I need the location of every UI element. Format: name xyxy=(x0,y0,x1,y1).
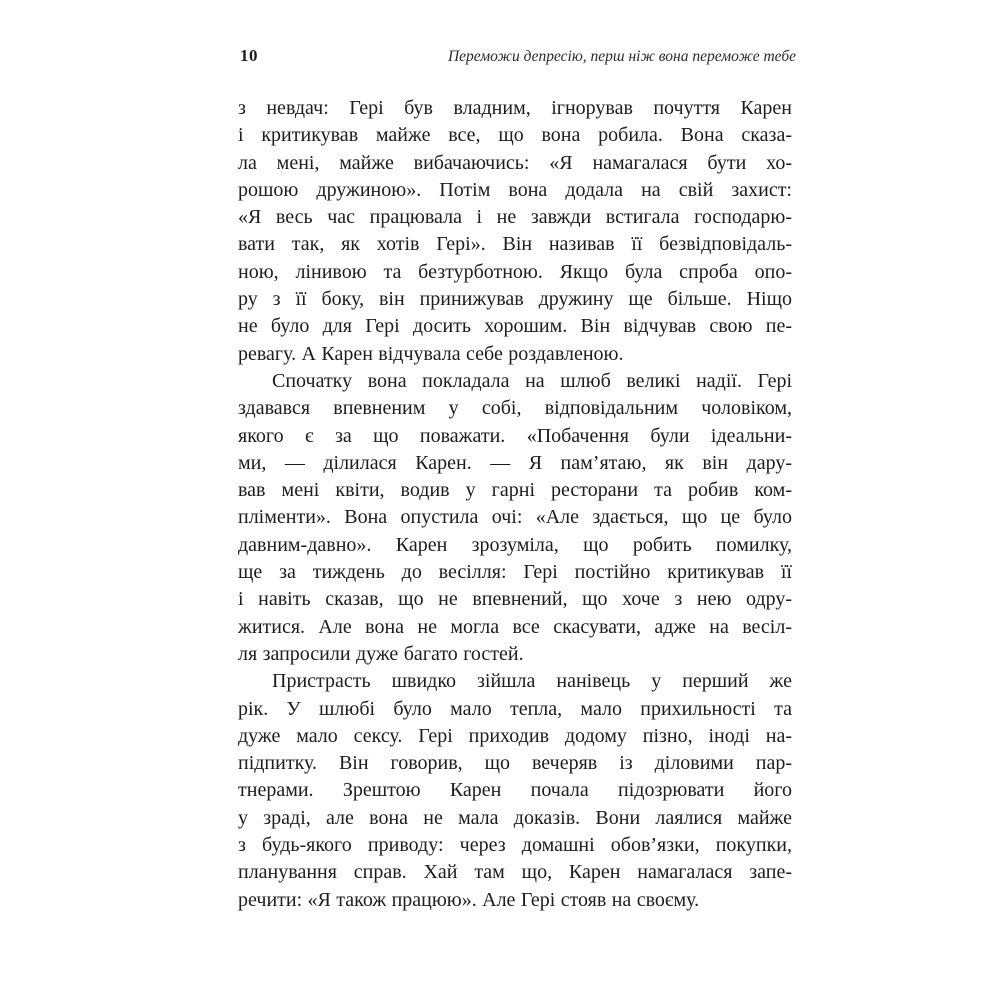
text-line: ще за тиждень до весілля: Гері постійно критикував її xyxy=(238,561,792,584)
text-line: речити: «Я також працюю». Але Гері стояв на своєму. xyxy=(238,888,700,911)
text-line: «Я весь час працювала і не завжди встигала господарю- xyxy=(238,206,792,229)
text-line: ру з її боку, він принижував дружину ще більше. Ніщо xyxy=(238,288,792,311)
running-head: Переможи депресію, перш ніж вона переможе тебе xyxy=(447,48,796,65)
text-line: підпитку. Він говорив, що вечеряв із діловими пар- xyxy=(238,752,792,775)
text-line: у зраді, але вона не мала доказів. Вони лаялися майже xyxy=(238,806,792,829)
text-line: і навіть сказав, що не впевнений, що хоче з нею одру- xyxy=(238,588,792,611)
text-line: ною, лінивою та безтурботною. Якщо була спроба опо- xyxy=(238,260,792,283)
page-number: 10 xyxy=(240,46,258,65)
text-line: Пристрасть швидко зійшла нанівець у перший же xyxy=(272,670,792,693)
text-line: ми, — ділилася Карен. — Я пам’ятаю, як він дару- xyxy=(238,451,792,474)
text-line: з будь-якого приводу: через домашні обов’язки, покупки, xyxy=(238,834,792,857)
text-line: ла мені, майже вибачаючись: «Я намагалася бути хо- xyxy=(238,151,792,174)
text-line: житися. Але вона не могла все скасувати, адже на весіл- xyxy=(238,615,792,638)
text-line: ля запросили дуже багато гостей. xyxy=(238,642,524,665)
text-line: з невдач: Гері був владним, ігнорував почуття Карен xyxy=(238,97,792,119)
text-line: і критикував майже все, що вона робила. Вона сказа- xyxy=(238,124,792,147)
text-line: вати так, як хотів Гері». Він називав її безвідповідаль- xyxy=(238,233,792,256)
text-line: якого є за що поважати. «Побачення були ідеальни- xyxy=(238,424,792,447)
text-line: здавався впевненим у собі, відповідальним чоловіком, xyxy=(238,397,792,420)
page-header xyxy=(240,46,796,66)
text-line: пліменти». Вона опустила очі: «Але здається, що це було xyxy=(238,506,792,529)
text-line: планування справ. Хай там що, Карен намагалася запе- xyxy=(238,861,792,884)
text-line: рошою дружиною». Потім вона додала на свій захист: xyxy=(238,178,792,201)
text-line: давним-давно». Карен зрозуміла, що робить помилку, xyxy=(238,533,792,556)
body-text xyxy=(238,95,792,914)
text-line: дуже мало сексу. Гері приходив додому пізно, іноді на- xyxy=(238,724,792,747)
text-line: тнерами. Зрештою Карен почала підозрювати його xyxy=(238,779,792,802)
text-line: рік. У шлюбі було мало тепла, мало прихильності та xyxy=(238,697,792,720)
text-line: Спочатку вона покладала на шлюб великі надії. Гері xyxy=(272,369,792,392)
text-line: не було для Гері досить хорошим. Він відчував свою пе- xyxy=(238,315,792,338)
text-line: ревагу. А Карен відчувала себе роздавленою. xyxy=(238,342,624,365)
text-line: вав мені квіти, водив у гарні ресторани та робив ком- xyxy=(238,479,792,502)
